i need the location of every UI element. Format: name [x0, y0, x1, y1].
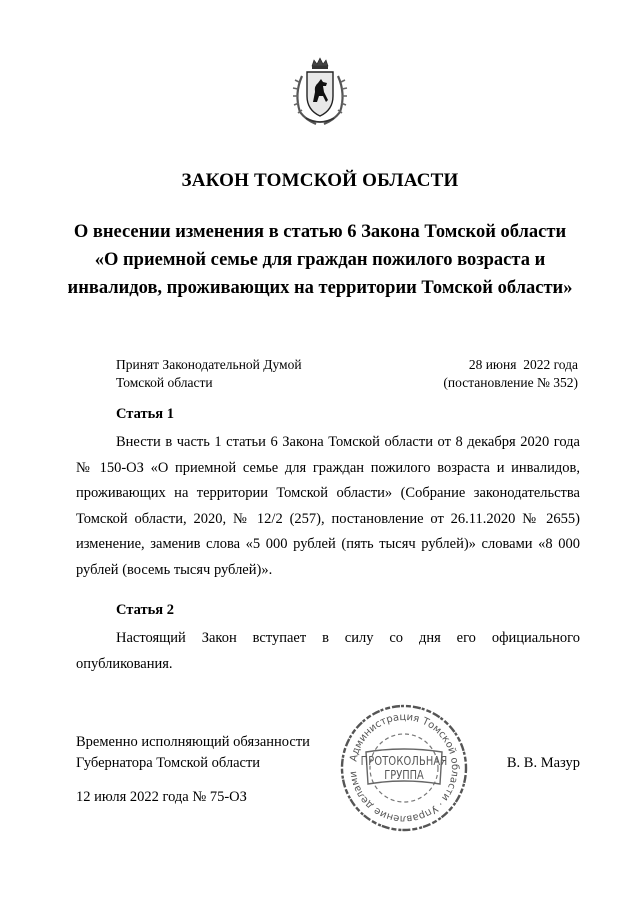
article-1-heading: Статья 1 — [116, 406, 174, 422]
document-title: ЗАКОН ТОМСКОЙ ОБЛАСТИ — [181, 170, 459, 191]
stamp-outer-text: Администрация Томской области · Управление делами — [348, 711, 461, 825]
coat-of-arms-icon — [288, 56, 352, 128]
document-subtitle: О внесении изменения в статью 6 Закона Томской области «О приемной семье для граждан пожилого возраста и инвалидов, проживающих на территории Томской области» — [67, 222, 573, 298]
signer-position-line-1: Временно исполняющий обязанности — [76, 734, 310, 750]
article-1-text: Внести в часть 1 статьи 6 Закона Томской области от 8 декабря 2020 года № 150-ОЗ «О приемной семье для граждан пожилого возраста и инвалидов, проживающих на территории Томской области» (Собрание законодательства Томской области, 2020, № 12/2 (257), постановление от 26.11.2020 № 2655) изменение, заменив слова «5 000 рублей (пять тысяч рублей)» словами «8 000 рублей (восемь тысяч рублей)». — [76, 434, 580, 578]
coat-of-arms-graphic — [288, 56, 352, 128]
official-stamp — [336, 700, 472, 836]
adopted-by-line-1: Принят Законодательной Думой — [116, 357, 302, 372]
law-date-number: 12 июля 2022 года № 75-ОЗ — [76, 789, 247, 805]
adopted-by-line-2: Томской области — [116, 375, 213, 390]
adoption-date: 28 июня 2022 года — [468, 357, 578, 372]
resolution-number: (постановление № 352) — [443, 375, 578, 390]
stamp-inner-line-2: ГРУППА — [384, 768, 424, 782]
signer-position-line-2: Губернатора Томской области — [76, 755, 261, 771]
adopted-by-block — [116, 356, 302, 392]
article-2-heading: Статья 2 — [116, 602, 174, 618]
stamp-inner-line-1: ПРОТОКОЛЬНАЯ — [360, 754, 448, 768]
adoption-date-block — [400, 356, 578, 392]
signer-position — [76, 732, 310, 774]
signer-name: В. В. Мазур — [506, 755, 580, 771]
article-2-text: Настоящий Закон вступает в силу со дня его официального опубликования. — [76, 630, 580, 672]
